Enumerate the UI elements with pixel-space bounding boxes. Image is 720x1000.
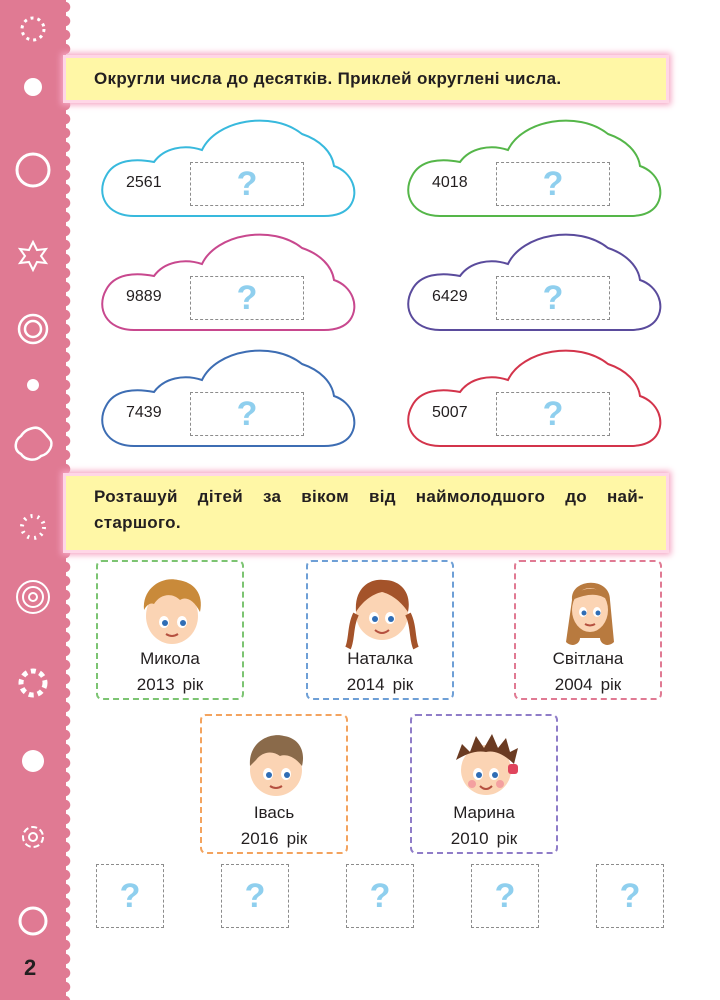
blob-outline-icon: [11, 424, 55, 464]
concentric-rings-icon: [14, 578, 52, 616]
cloud-number: 5007: [432, 404, 468, 421]
cloud-number: 4018: [432, 174, 468, 191]
order-slot-4[interactable]: [471, 864, 539, 928]
child-card-maryna: [410, 714, 558, 854]
cloud-number: 6429: [432, 288, 468, 305]
dotted-ring-icon: [18, 512, 48, 542]
answer-sticker-slot[interactable]: [496, 392, 610, 436]
question-mark: ?: [369, 877, 391, 915]
cloud-card: [94, 342, 358, 458]
question-mark: ?: [236, 395, 258, 433]
child-name: Світлана: [552, 649, 624, 668]
task2-instruction-line1: Розташуй дітей за віком від наймолодшого до най-: [94, 487, 644, 506]
small-dot-icon: [26, 378, 40, 392]
dashed-ring-icon: [16, 666, 50, 700]
cloud-number: 7439: [126, 404, 162, 421]
question-mark: ?: [494, 877, 516, 915]
task1-instruction: Округли числа до десятків. Приклей округлені числа.: [94, 69, 562, 88]
cloud-card: [400, 112, 664, 228]
question-mark: ?: [542, 165, 564, 203]
order-slot-5[interactable]: [596, 864, 664, 928]
child-name: Івась: [253, 803, 295, 822]
task2-instruction-line2: старшого.: [94, 513, 181, 532]
child-card-mykola: [96, 560, 244, 700]
child-card-ivas: [200, 714, 348, 854]
page-number: 2: [24, 955, 37, 980]
child-birth-year: 2013 рік: [136, 675, 204, 694]
swirl-icon: [18, 822, 48, 852]
cloud-number: 9889: [126, 288, 162, 305]
task2-instruction-banner: [66, 476, 666, 550]
girl-face-icon: [446, 724, 526, 804]
dot-icon: [20, 748, 46, 774]
question-mark: ?: [236, 279, 258, 317]
question-mark: ?: [236, 165, 258, 203]
dot-icon: [22, 76, 44, 98]
cloud-card: [400, 342, 664, 458]
cloud-card: [94, 226, 358, 342]
child-birth-year: 2016 рік: [240, 829, 308, 848]
boy-face-icon: [132, 570, 212, 650]
order-slot-2[interactable]: [221, 864, 289, 928]
ring-icon: [13, 150, 53, 190]
child-birth-year: 2014 рік: [346, 675, 414, 694]
child-card-natalka: [306, 560, 454, 700]
question-mark: ?: [244, 877, 266, 915]
child-birth-year: 2004 рік: [554, 675, 622, 694]
girl-face-icon: [342, 570, 422, 650]
ring-icon: [16, 904, 50, 938]
question-mark: ?: [542, 279, 564, 317]
task1-instruction-banner: [66, 58, 666, 100]
double-ring-icon: [16, 312, 50, 346]
order-slot-3[interactable]: [346, 864, 414, 928]
child-name: Наталка: [347, 649, 413, 668]
question-mark: ?: [619, 877, 641, 915]
dotted-circle-icon: [18, 14, 48, 44]
answer-sticker-slot[interactable]: [496, 276, 610, 320]
boy-face-icon: [236, 724, 316, 804]
answer-sticker-slot[interactable]: [190, 392, 304, 436]
cloud-card: [400, 226, 664, 342]
answer-sticker-slot[interactable]: [190, 276, 304, 320]
cloud-card: [94, 112, 358, 228]
cloud-number: 2561: [126, 174, 162, 191]
flower-outline-icon: [15, 238, 51, 274]
answer-sticker-slot[interactable]: [496, 162, 610, 206]
question-mark: ?: [119, 877, 141, 915]
child-birth-year: 2010 рік: [450, 829, 518, 848]
order-slot-1[interactable]: [96, 864, 164, 928]
question-mark: ?: [542, 395, 564, 433]
answer-sticker-slot[interactable]: [190, 162, 304, 206]
child-name: Микола: [140, 649, 200, 668]
child-card-svitlana: [514, 560, 662, 700]
girl-face-icon: [550, 570, 630, 650]
child-name: Марина: [453, 803, 515, 822]
